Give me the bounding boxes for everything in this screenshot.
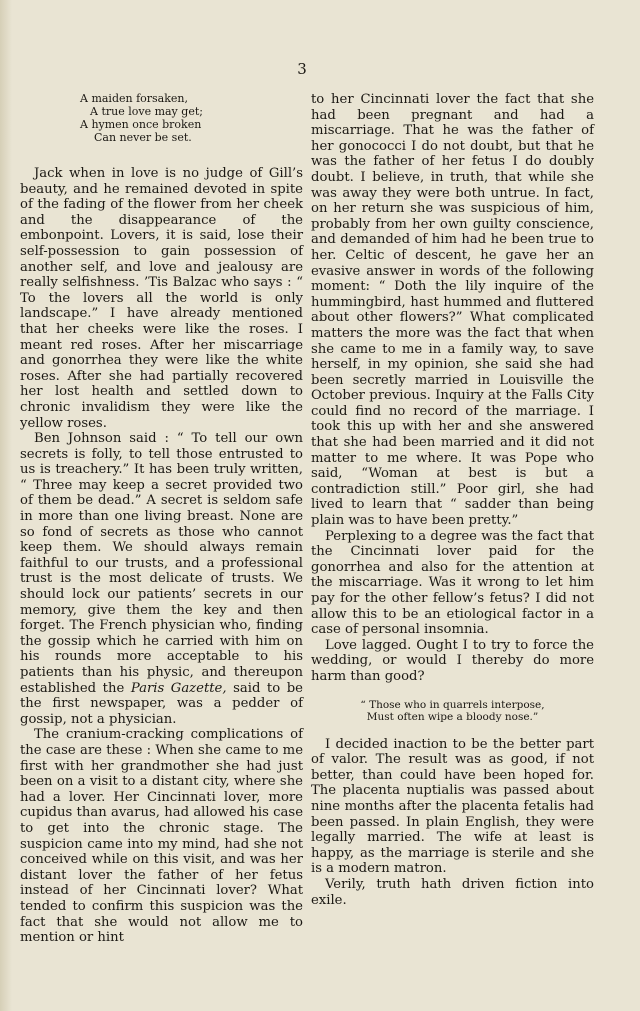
verse-line: A true love may get; bbox=[90, 105, 203, 118]
quote-line: Must often wipe a bloody nose.” bbox=[366, 710, 539, 723]
paragraph-verily: Verily, truth hath driven fiction into exile. bbox=[311, 876, 594, 908]
paragraph-inaction: I decided inaction to be the better part of valor. The result was as good, if not better, than could have been hoped for. The placenta nuptialis was passed about nine months after the placenta fetalis had been passed. In plain English, they were legally married. The wife at least is happy, as the marriage is sterile and she is a modern matron. bbox=[311, 736, 594, 877]
paragraph-perplexing: Perplexing to a degree was the fact that the Cincinnati lover paid for the gonorrhea and also for the attention at the miscarriage. Was it wrong to let him pay for the other fellow’s fetus? I did not allow this to be an etiological factor in a case of personal insomnia. bbox=[311, 528, 594, 638]
verse-line: A maiden forsaken, bbox=[80, 92, 188, 105]
right-column bbox=[311, 92, 594, 908]
paragraph-text: said to be the first newspaper, was a pedder of gossip, not a physician. bbox=[20, 680, 303, 727]
verse-line: Can never be set. bbox=[94, 131, 192, 144]
paragraph-complications: The cranium-cracking complications of the case are these : When she came to me first with her grandmother she had just been on a visit to a distant city, where she had a lover. Her Cincinnati lover, more cupidus than avarus, had allowed his case to get into the chronic stage. The suspicion came into my mind, had she not conceived while on this visit, and was her distant lover the father of her fetus instead of her Cincinnati lover? What tended to confirm this suspicion was the fact that she would not allow me to mention or hint bbox=[20, 727, 303, 946]
newspaper-title: Paris Gazette, bbox=[130, 680, 227, 696]
paragraph-jack: Jack when in love is no judge of Gill’s beauty, and he remained devoted in spite of the fading of the flower from her cheek and the disappearance of the embonpoint. Lovers, it is said, lose their self-possession to gain possession of another self, and love and jealousy are really selfishness. ’Tis Balzac who says : “ To the lovers all the world is only landscape.” I have already mentioned that her cheeks were like the roses. I meant red roses. After her miscarriage and gonorrhea they were like the white roses. After she had partially recovered her lost health and settled down to chronic invalidism they were like the yellow roses. bbox=[20, 166, 303, 431]
page-edge bbox=[0, 0, 12, 1011]
quote-line: “ Those who in quarrels interpose, bbox=[360, 698, 545, 711]
quote bbox=[311, 699, 594, 723]
verse-line: A hymen once broken bbox=[80, 118, 202, 131]
page-number: 3 bbox=[297, 60, 307, 78]
left-column bbox=[20, 92, 303, 946]
paragraph-ben-johnson bbox=[20, 431, 303, 727]
verse bbox=[20, 92, 303, 144]
paragraph-continued: to her Cincinnati lover the fact that she had been pregnant and had a miscarriage. That he was the father of her gonococci I do not doubt, but that he was the father of her fetus I do doubly doubt. I believe, in truth, that while she was away they were both untrue. In fact, on her return she was suspicious of him, probably from her own guilty conscience, and demanded of him had he been true to her. Celtic of descent, he gave her an evasive answer in words of the following moment: “ Doth the lily inquire of the hummingbird, hast hummed and fluttered about other flowers?” What complicated matters the more was the fact that when she came to me in a family way, to save herself, in my opinion, she said she had been secretly married in Louisville the October previous. Inquiry at the Falls City could find no record of the marriage. I took this up with her and she answered that she had been married and it did not matter to me where. It was Pope who said, “Woman at best is but a contradiction still.” Poor girl, she had lived to learn that “ sadder than being plain was to have been pretty.” bbox=[311, 92, 594, 529]
paragraph-text: Ben Johnson said : “ To tell our own secrets is folly, to tell those entrusted to us is treachery.” It has been truly written, “ Three may keep a secret provided two of them be dead.” A secret is seldom safe in more than one living breast. None are so fond of secrets as those who cannot keep them. We should always remain faithful to our trusts, and a professional trust is the most delicate of trusts. We should lock our patients’ secrets in our memory, give them the key and then forget. The French physician who, finding the gossip which he carried with him on his rounds more acceptable to his patients than his physic, and thereupon established the bbox=[20, 431, 303, 696]
paragraph-love-lagged: Love lagged. Ought I to try to force the wedding, or would I thereby do more harm than good? bbox=[311, 637, 594, 684]
